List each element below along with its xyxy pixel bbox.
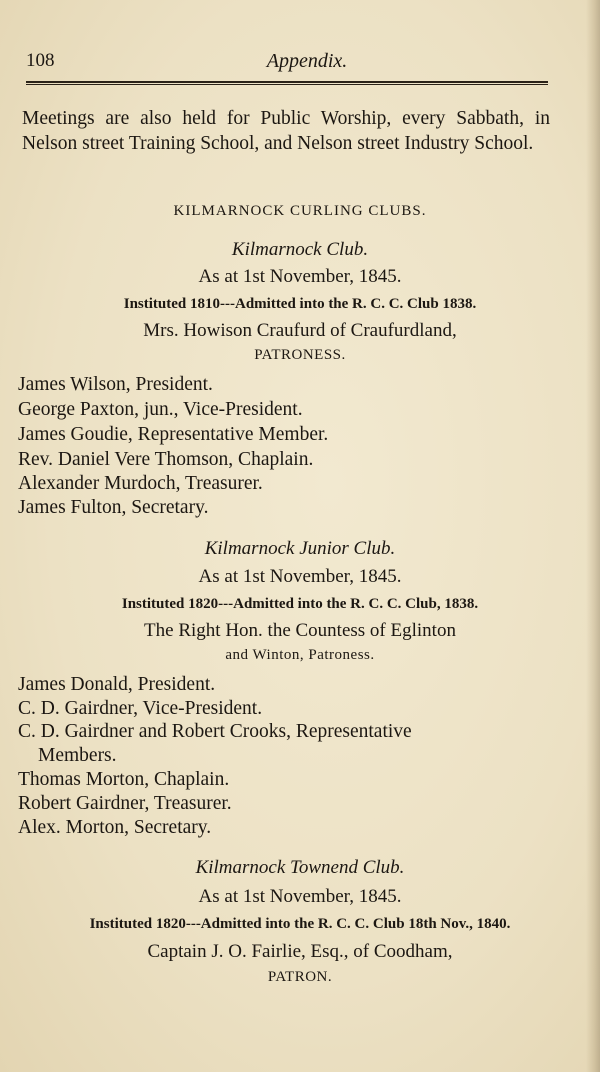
club-officer: James Wilson, President. xyxy=(18,374,213,395)
club-patron-title: PATRONESS. xyxy=(254,347,346,363)
club-name: Kilmarnock Townend Club. xyxy=(195,857,405,878)
page-edge-shadow xyxy=(586,0,600,1072)
intro-paragraph: Meetings are also held for Public Worship, every Sabbath, in Nelson street Training School, and Nelson street Industry School. xyxy=(22,108,550,154)
club-officer: C. D. Gairdner and Robert Crooks, Representative xyxy=(18,721,412,742)
club-patron: The Right Hon. the Countess of Eglinton xyxy=(144,620,456,641)
club-officer: Members. xyxy=(38,745,117,766)
club-name: Kilmarnock Junior Club. xyxy=(204,538,396,559)
club-name: Kilmarnock Club. xyxy=(231,239,369,260)
club-officer: James Fulton, Secretary. xyxy=(18,497,209,518)
club-patron: Captain J. O. Fairlie, Esq., of Coodham, xyxy=(147,941,453,962)
club-officer: Robert Gairdner, Treasurer. xyxy=(18,793,232,814)
club-patron: Mrs. Howison Craufurd of Craufurdland, xyxy=(143,320,457,341)
club-officer: George Paxton, jun., Vice-President. xyxy=(18,399,303,420)
header-rule xyxy=(26,81,548,85)
club-instituted: Instituted 1810---Admitted into the R. C. C. Club 1838. xyxy=(123,296,477,312)
page-number: 108 xyxy=(26,50,55,71)
club-officer: Thomas Morton, Chaplain. xyxy=(18,769,230,790)
club-patron-title: PATRON. xyxy=(267,969,333,985)
club-officer: James Goudie, Representative Member. xyxy=(18,424,329,445)
club-patron-title: and Winton, Patroness. xyxy=(225,647,375,663)
club-officer: Alex. Morton, Secretary. xyxy=(18,817,212,838)
club-instituted: Instituted 1820---Admitted into the R. C. C. Club 18th Nov., 1840. xyxy=(89,916,511,932)
club-instituted: Instituted 1820---Admitted into the R. C. C. Club, 1838. xyxy=(121,596,479,612)
section-title: KILMARNOCK CURLING CLUBS. xyxy=(173,203,427,219)
club-officer: James Donald, President. xyxy=(18,674,216,695)
club-officer: C. D. Gairdner, Vice-President. xyxy=(18,698,263,719)
club-as-at: As at 1st November, 1845. xyxy=(198,886,402,907)
page-header xyxy=(22,48,552,76)
club-officer: Rev. Daniel Vere Thomson, Chaplain. xyxy=(18,449,314,470)
running-head: Appendix. xyxy=(266,50,348,72)
club-as-at: As at 1st November, 1845. xyxy=(198,266,402,287)
club-officer: Alexander Murdoch, Treasurer. xyxy=(18,473,263,494)
club-as-at: As at 1st November, 1845. xyxy=(198,566,402,587)
